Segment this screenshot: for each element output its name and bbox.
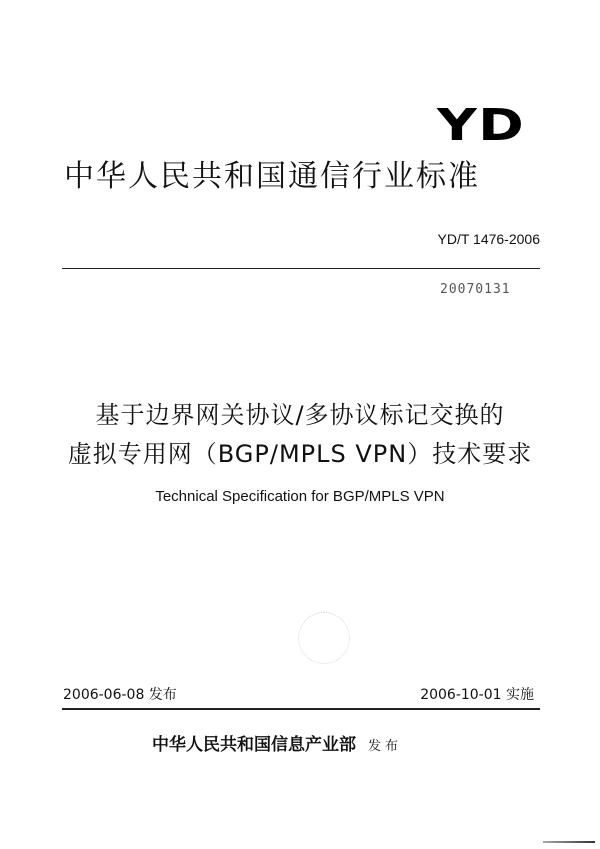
publisher-action: 发布: [368, 739, 403, 754]
title-en: Technical Specification for BGP/MPLS VPN: [155, 488, 445, 505]
faint-seal-icon: [298, 612, 350, 664]
top-divider: [62, 268, 540, 269]
yd-logo: YD: [437, 100, 525, 151]
implementation-date: 2006-10-01 实施: [420, 687, 534, 703]
issue-date: 2006-06-08 发布: [63, 687, 177, 703]
bottom-divider: [62, 708, 540, 710]
publisher-line: [152, 737, 402, 754]
standard-code: YD/T 1476-2006: [437, 231, 540, 247]
title-zh-line1: 基于边界网关协议/多协议标记交换的: [95, 401, 505, 429]
standard-type-heading: 中华人民共和国通信行业标准: [64, 159, 480, 194]
catalog-stamp: 20070131: [440, 282, 511, 297]
title-zh-line2: 虚拟专用网（BGP/MPLS VPN）技术要求: [67, 440, 533, 468]
publisher-name: 中华人民共和国信息产业部: [152, 735, 356, 755]
corner-rule: [543, 841, 595, 843]
